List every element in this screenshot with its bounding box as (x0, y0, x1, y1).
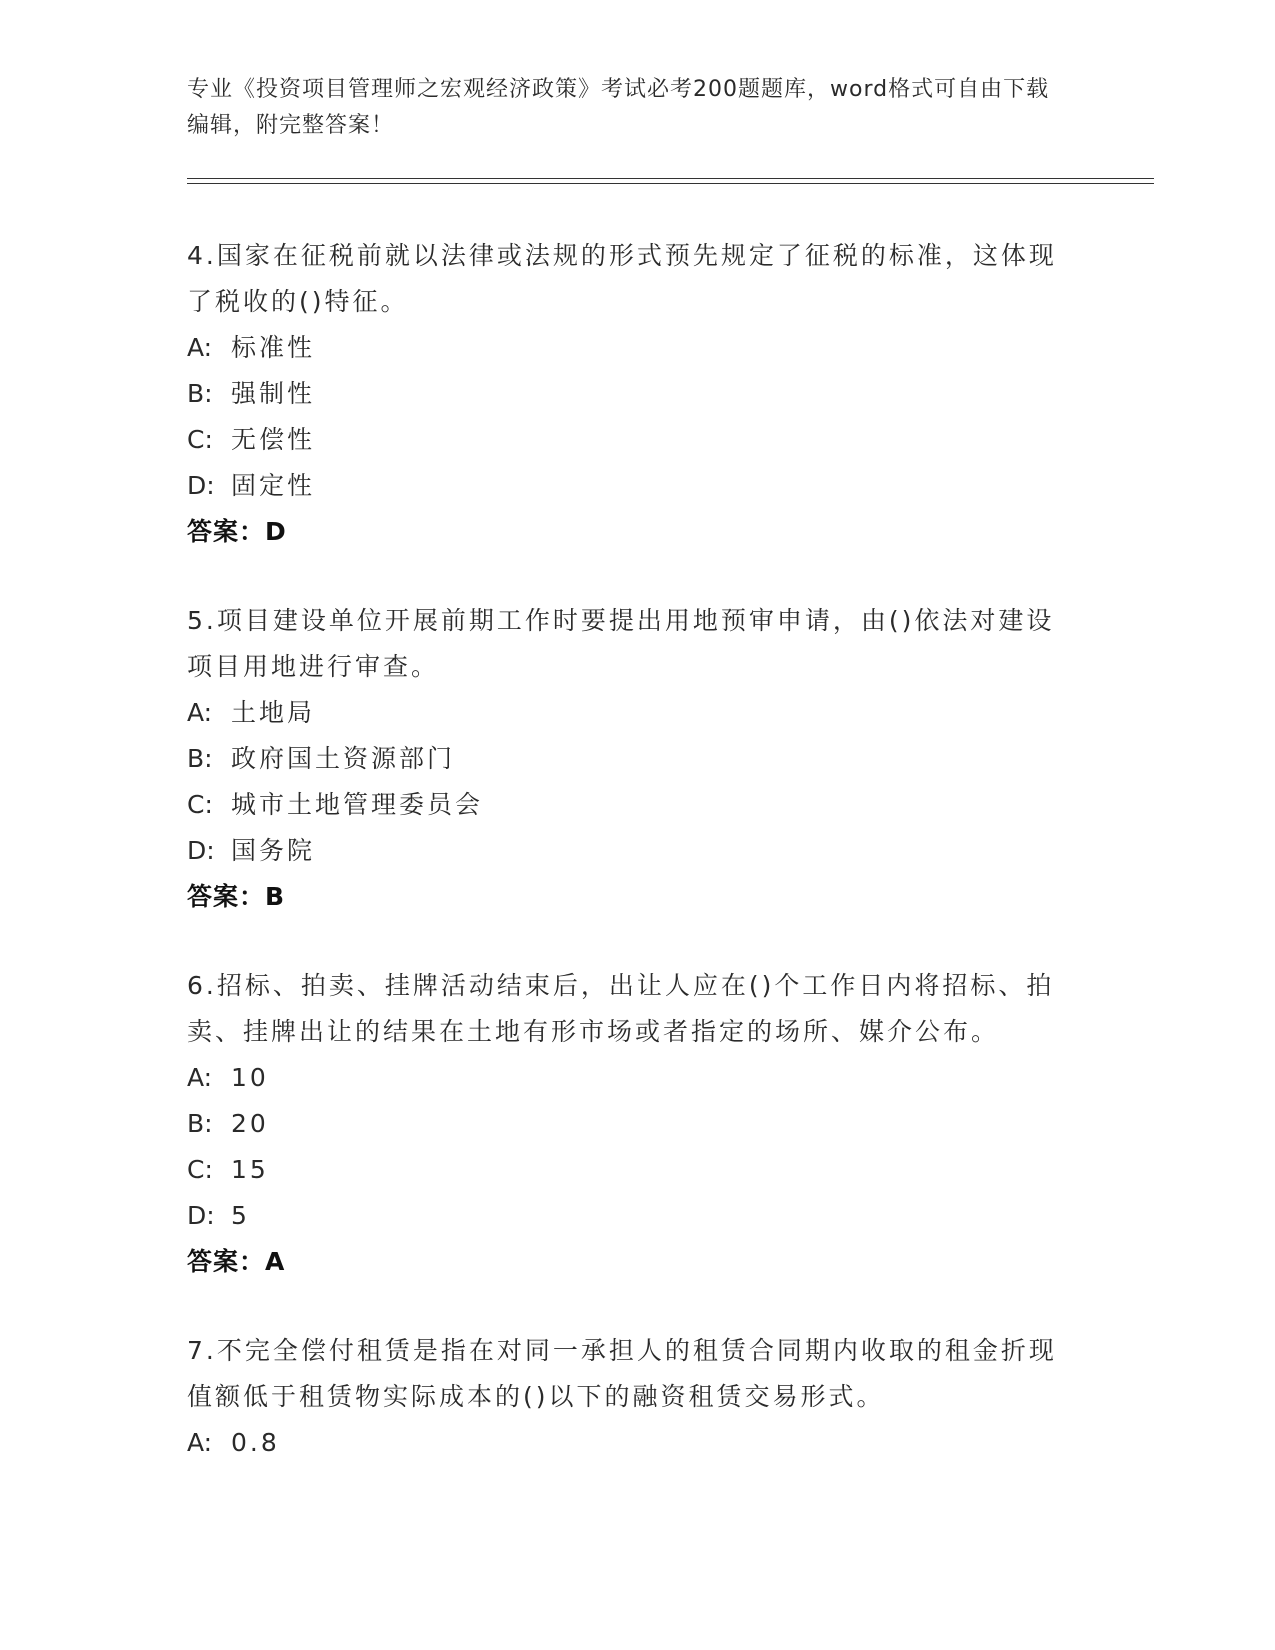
option-text: 固定性 (231, 471, 316, 500)
question-stem: 5.项目建设单位开展前期工作时要提出用地预审申请，由()依法对建设项目用地进行审查。 (187, 606, 1055, 681)
option-letter: A: (187, 1063, 213, 1092)
question-5 (187, 598, 1067, 920)
option-letter: A: (187, 333, 213, 362)
header-divider-bottom (187, 183, 1154, 184)
option-text: 0.8 (231, 1428, 280, 1457)
option-letter: B: (187, 1109, 213, 1138)
option-c (187, 1147, 1067, 1193)
option-text: 强制性 (231, 379, 316, 408)
header-divider-top (187, 178, 1154, 179)
option-letter: C: (187, 790, 213, 819)
option-letter: D: (187, 1201, 215, 1230)
option-text: 土地局 (231, 698, 316, 727)
question-stem: 6.招标、拍卖、挂牌活动结束后，出让人应在()个工作日内将招标、拍卖、挂牌出让的结果在土地有形市场或者指定的场所、媒介公布。 (187, 971, 1055, 1046)
option-text: 标准性 (231, 333, 316, 362)
option-d (187, 1193, 1067, 1239)
option-b (187, 1101, 1067, 1147)
option-text: 无偿性 (231, 425, 316, 454)
question-6 (187, 963, 1067, 1285)
option-letter: A: (187, 698, 213, 727)
option-b (187, 736, 1067, 782)
option-c (187, 782, 1067, 828)
document-header: 专业《投资项目管理师之宏观经济政策》考试必考200题题库，word格式可自由下载编辑，附完整答案！ (187, 77, 1050, 138)
option-text: 10 (231, 1063, 269, 1092)
option-letter: C: (187, 425, 213, 454)
question-7 (187, 1328, 1067, 1466)
answer-label: 答案：D (187, 517, 287, 546)
question-4 (187, 233, 1067, 555)
option-text: 20 (231, 1109, 269, 1138)
option-letter: B: (187, 379, 213, 408)
option-a (187, 690, 1067, 736)
option-text: 15 (231, 1155, 269, 1184)
option-letter: C: (187, 1155, 213, 1184)
option-letter: D: (187, 836, 215, 865)
option-b (187, 371, 1067, 417)
option-letter: D: (187, 471, 215, 500)
option-text: 政府国土资源部门 (231, 744, 456, 773)
option-c (187, 417, 1067, 463)
option-a (187, 1420, 1067, 1466)
answer-label: 答案：A (187, 1247, 286, 1276)
option-letter: B: (187, 744, 213, 773)
option-text: 城市土地管理委员会 (231, 790, 484, 819)
question-stem: 7.不完全偿付租赁是指在对同一承担人的租赁合同期内收取的租金折现值额低于租赁物实际成本的()以下的融资租赁交易形式。 (187, 1336, 1057, 1411)
option-d (187, 463, 1067, 509)
option-letter: A: (187, 1428, 213, 1457)
answer-label: 答案：B (187, 882, 286, 911)
option-a (187, 1055, 1067, 1101)
option-a (187, 325, 1067, 371)
option-text: 国务院 (231, 836, 316, 865)
question-stem: 4.国家在征税前就以法律或法规的形式预先规定了征税的标准，这体现了税收的()特征。 (187, 241, 1057, 316)
option-d (187, 828, 1067, 874)
option-text: 5 (231, 1201, 250, 1230)
